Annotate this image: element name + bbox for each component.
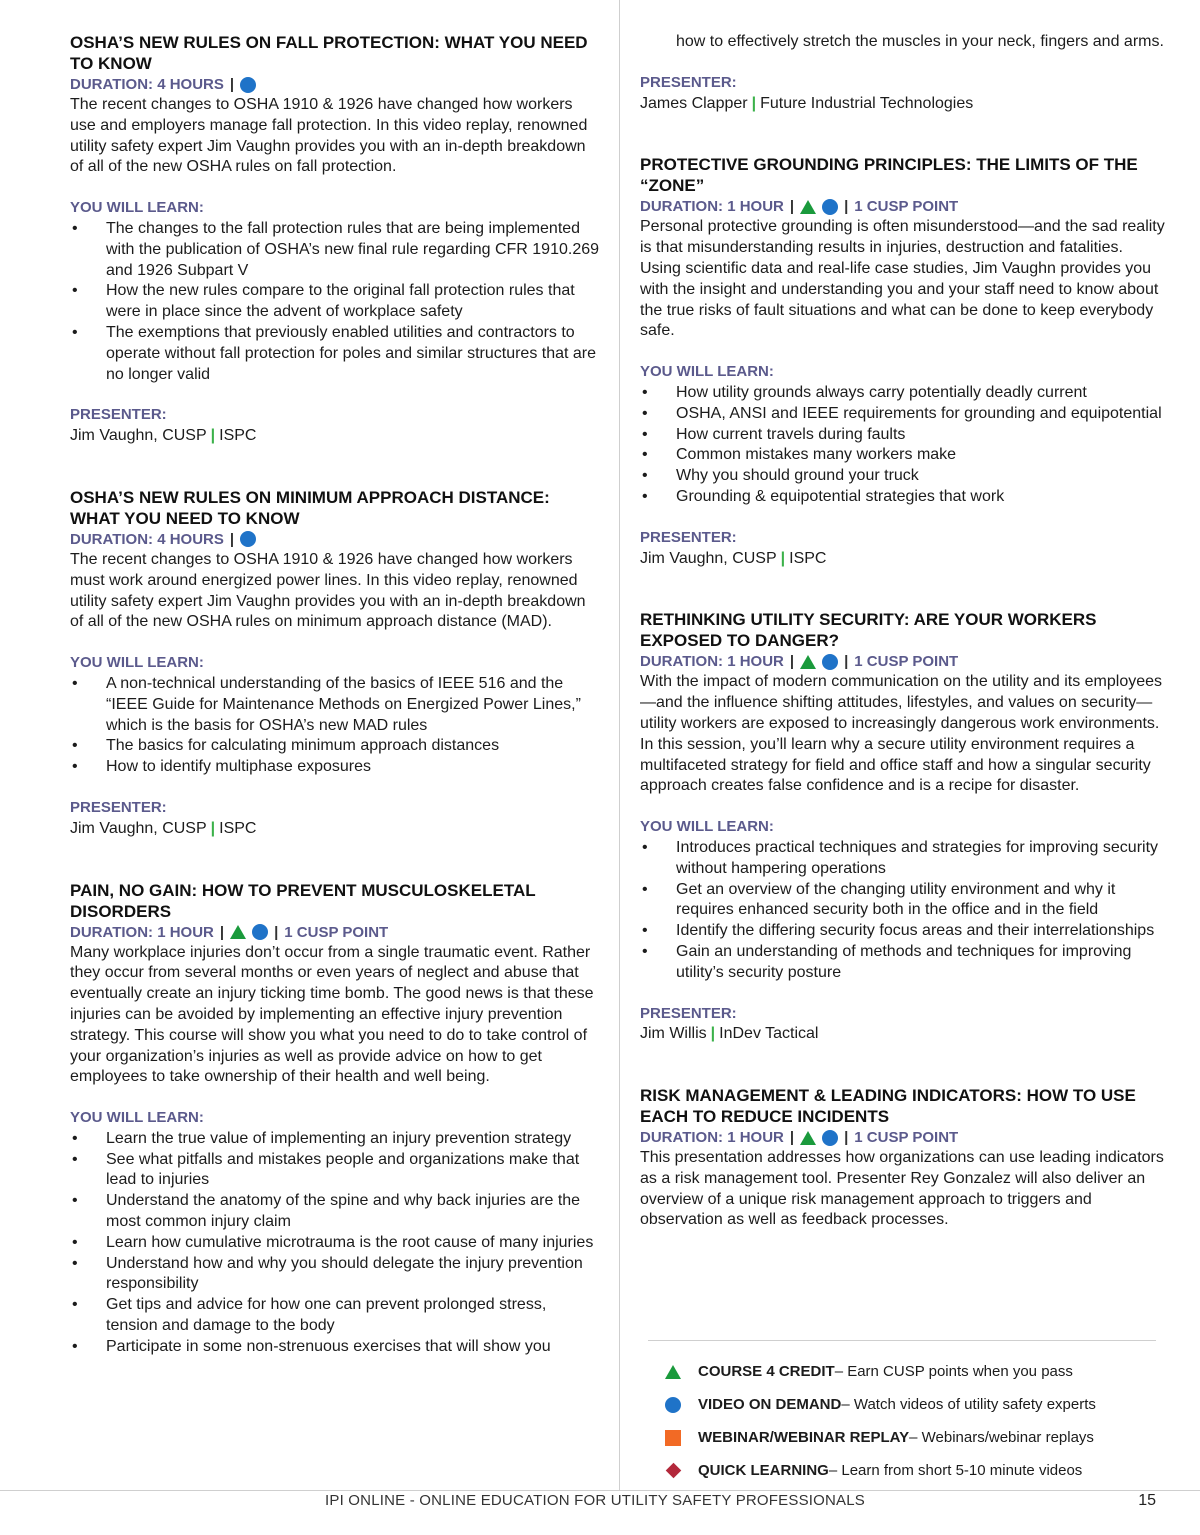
legend-text: – Earn CUSP points when you pass <box>834 1363 1073 1380</box>
list-item: • Gain an understanding of methods and techniques for improving utility’s security posture <box>640 942 1165 984</box>
course-meta <box>70 922 600 943</box>
course-description: With the impact of modern communication on the utility and its employees—and the influence shifting attitudes, lifestyles, and values on security—utility workers are exposed to increasingly dangerous work environments. In this session, you’ll learn why a secure utility environment requires a multifaceted strategy for field and office staff and how a singular security approach creates false confidence and is a recipe for disaster. <box>640 673 1163 795</box>
course-credit-icon <box>800 1131 816 1145</box>
presenter <box>70 426 600 447</box>
legend-row-course-credit <box>648 1355 1156 1388</box>
list-item: • Grounding & equipotential strategies that work <box>640 487 1165 508</box>
presenter <box>640 549 1165 570</box>
icon-legend <box>648 1340 1156 1487</box>
meta-separator: | <box>219 923 225 941</box>
list-item: • Understand how and why you should delegate the injury prevention responsibility <box>70 1254 600 1296</box>
presenter-heading: PRESENTER: <box>640 528 737 546</box>
green-triangle-icon <box>665 1365 681 1379</box>
duration: DURATION: 1 HOUR <box>640 1129 784 1147</box>
list-item: • Why you should ground your truck <box>640 466 1165 487</box>
course-protective-grounding <box>640 154 1165 569</box>
column-divider <box>619 0 620 1490</box>
presenter <box>640 1024 1165 1045</box>
presenter-org: InDev Tactical <box>719 1025 819 1043</box>
list-item: • The changes to the fall protection rules that are being implemented with the publication of OSHA’s new final rule regarding CFR 1910.269 and 1926 Subpart V <box>70 219 600 281</box>
right-column <box>640 32 1165 1231</box>
presenter-heading: PRESENTER: <box>70 798 167 816</box>
list-item: • Learn how cumulative microtrauma is the root cause of many injuries <box>70 1233 600 1254</box>
meta-separator: | <box>844 1129 849 1147</box>
course-meta <box>640 196 1165 217</box>
learn-list <box>70 219 600 385</box>
course-fall-protection <box>70 32 600 447</box>
list-item: • Identify the differing security focus areas and their interrelationships <box>640 921 1165 942</box>
you-will-learn-heading: YOU WILL LEARN: <box>70 199 204 217</box>
presenter <box>640 94 1165 115</box>
presenter-separator: | <box>210 819 216 837</box>
presenter-separator: | <box>210 427 216 445</box>
video-on-demand-icon <box>822 199 838 215</box>
meta-separator: | <box>789 653 795 671</box>
presenter-org: Future Industrial Technologies <box>760 94 974 112</box>
course-utility-security <box>640 609 1165 1045</box>
learn-list <box>70 674 600 778</box>
meta-separator: | <box>789 1129 795 1147</box>
learn-list <box>640 838 1165 984</box>
you-will-learn-heading: YOU WILL LEARN: <box>70 1109 204 1127</box>
footer-text: IPI ONLINE - ONLINE EDUCATION FOR UTILITY SAFETY PROFESSIONALS <box>325 1492 865 1509</box>
list-item: • Get tips and advice for how one can prevent prolonged stress, tension and damage to the body <box>70 1295 600 1337</box>
red-diamond-icon <box>665 1463 681 1479</box>
presenter-name: Jim Vaughn, CUSP <box>70 819 207 837</box>
duration: DURATION: 1 HOUR <box>640 653 784 671</box>
course-description: This presentation addresses how organizations can use leading indicators as a risk management tool. Presenter Rey Gonzalez will also deliver an overview of a unique risk management approach to triggers and observation as well as feedback processes. <box>640 1149 1164 1229</box>
blue-circle-icon <box>665 1397 681 1413</box>
course-credit-icon <box>800 200 816 214</box>
meta-separator: | <box>844 653 849 671</box>
presenter-separator: | <box>751 94 757 112</box>
course-meta <box>70 529 600 550</box>
course-title: RETHINKING UTILITY SECURITY: ARE YOUR WORKERS EXPOSED TO DANGER? <box>640 610 1097 651</box>
list-item: • Common mistakes many workers make <box>640 445 1165 466</box>
legend-row-webinar <box>648 1421 1156 1454</box>
list-item: • How current travels during faults <box>640 425 1165 446</box>
duration: DURATION: 4 HOURS <box>70 530 224 548</box>
presenter-org: ISPC <box>789 549 827 567</box>
presenter <box>70 819 600 840</box>
list-item: • A non-technical understanding of the basics of IEEE 516 and the “IEEE Guide for Maintenance Methods on Energized Power Lines,” which is the basis for OSHA’s new MAD rules <box>70 674 600 736</box>
you-will-learn-heading: YOU WILL LEARN: <box>70 654 204 672</box>
duration: DURATION: 1 HOUR <box>70 923 214 941</box>
presenter-name: Jim Willis <box>640 1025 707 1043</box>
page-number: 15 <box>1138 1492 1156 1509</box>
course-title: OSHA’S NEW RULES ON MINIMUM APPROACH DISTANCE: WHAT YOU NEED TO KNOW <box>70 487 550 528</box>
video-on-demand-icon <box>822 654 838 670</box>
left-column <box>70 32 600 1358</box>
list-item: • How to identify multiphase exposures <box>70 757 600 778</box>
course-meta <box>640 1127 1165 1148</box>
course-musculoskeletal <box>70 880 600 1358</box>
legend-key: VIDEO ON DEMAND <box>698 1396 842 1413</box>
learn-list <box>70 1129 600 1358</box>
course-musculoskeletal-continued <box>640 32 1165 114</box>
page-footer <box>0 1492 1200 1516</box>
meta-separator: | <box>789 198 795 216</box>
duration: DURATION: 4 HOURS <box>70 76 224 93</box>
orange-square-icon <box>665 1430 681 1446</box>
course-minimum-approach-distance <box>70 487 600 840</box>
legend-key: COURSE 4 CREDIT <box>698 1363 835 1380</box>
course-credit-icon <box>800 655 816 669</box>
video-on-demand-icon <box>240 77 256 93</box>
video-on-demand-icon <box>252 924 268 940</box>
list-item: • Participate in some non-strenuous exercises that will show you <box>70 1337 600 1358</box>
list-item: • Learn the true value of implementing an injury prevention strategy <box>70 1129 600 1150</box>
you-will-learn-heading: YOU WILL LEARN: <box>640 363 774 381</box>
course-description: The recent changes to OSHA 1910 & 1926 have changed how workers must work around energized power lines. In this video replay, renowned utility safety expert Jim Vaughn provides you with an in-depth breakdown of all of the new OSHA rules on minimum approach distance (MAD). <box>70 550 586 631</box>
list-item: • Understand the anatomy of the spine and why back injuries are the most common injury claim <box>70 1191 600 1233</box>
presenter-org: ISPC <box>219 427 257 445</box>
meta-separator: | <box>229 76 235 93</box>
course-risk-management <box>640 1085 1165 1231</box>
presenter-separator: | <box>780 549 786 567</box>
duration: DURATION: 1 HOUR <box>640 198 784 216</box>
presenter-org: ISPC <box>219 819 257 837</box>
course-title: PROTECTIVE GROUNDING PRINCIPLES: THE LIMITS OF THE “ZONE” <box>640 155 1138 196</box>
learn-list <box>640 383 1165 508</box>
course-title: RISK MANAGEMENT & LEADING INDICATORS: HOW TO USE EACH TO REDUCE INCIDENTS <box>640 1086 1136 1127</box>
you-will-learn-heading: YOU WILL LEARN: <box>640 818 774 836</box>
legend-key: WEBINAR/WEBINAR REPLAY <box>698 1429 910 1446</box>
list-item-continued: how to effectively stretch the muscles in your neck, fingers and arms. <box>676 33 1164 50</box>
video-on-demand-icon <box>240 531 256 547</box>
list-item: • See what pitfalls and mistakes people and organizations make that lead to injuries <box>70 1150 600 1192</box>
presenter-separator: | <box>710 1025 716 1043</box>
legend-text: – Learn from short 5-10 minute videos <box>828 1462 1083 1479</box>
cusp-points: 1 CUSP POINT <box>284 923 389 941</box>
list-item: • The basics for calculating minimum approach distances <box>70 736 600 757</box>
meta-separator: | <box>844 198 849 216</box>
meta-separator: | <box>229 530 235 548</box>
presenter-heading: PRESENTER: <box>640 73 737 91</box>
list-item: • How the new rules compare to the original fall protection rules that were in place since the advent of workplace safety <box>70 281 600 323</box>
presenter-name: Jim Vaughn, CUSP <box>640 549 777 567</box>
list-item: • Introduces practical techniques and strategies for improving security without hampering operations <box>640 838 1165 880</box>
legend-key: QUICK LEARNING <box>698 1462 829 1479</box>
footer-divider <box>0 1490 1200 1491</box>
course-description: Many workplace injuries don’t occur from a single traumatic event. Rather they occur from several months or even years of neglect and abuse that eventually create an injury ticking time bomb. The good news is that these injuries can be avoided by implementing an effective injury prevention strategy. This course will show you what you need to do to take control of your organization’s injuries as well as provide advice on how to get employees to take ownership of their health and well being. <box>70 943 594 1086</box>
legend-text: – Watch videos of utility safety experts <box>841 1396 1096 1413</box>
meta-separator: | <box>274 923 279 941</box>
cusp-points: 1 CUSP POINT <box>854 653 959 671</box>
course-title: PAIN, NO GAIN: HOW TO PREVENT MUSCULOSKELETAL DISORDERS <box>70 880 536 921</box>
presenter-name: James Clapper <box>640 94 748 112</box>
list-item: • Get an overview of the changing utility environment and why it requires enhanced security both in the office and in the field <box>640 880 1165 922</box>
list-item: • How utility grounds always carry potentially deadly current <box>640 383 1165 404</box>
presenter-name: Jim Vaughn, CUSP <box>70 427 207 445</box>
list-item: • OSHA, ANSI and IEEE requirements for grounding and equipotential <box>640 404 1165 425</box>
video-on-demand-icon <box>822 1130 838 1146</box>
course-title: OSHA’S NEW RULES ON FALL PROTECTION: WHAT YOU NEED TO KNOW <box>70 33 588 73</box>
course-credit-icon <box>230 925 246 939</box>
cusp-points: 1 CUSP POINT <box>854 1129 959 1147</box>
presenter-heading: PRESENTER: <box>640 1004 737 1022</box>
legend-text: – Webinars/webinar replays <box>909 1429 1094 1446</box>
course-description: Personal protective grounding is often misunderstood—and the sad reality is that misunderstanding results in injuries, destruction and fatalities. Using scientific data and real-life case studies, Jim Vaughn provides you with the insight and understanding you and your staff need to know about the true risks of fault situations and what can be done to keep everybody safe. <box>640 218 1165 340</box>
legend-row-video-on-demand <box>648 1388 1156 1421</box>
cusp-points: 1 CUSP POINT <box>854 198 959 216</box>
course-description: The recent changes to OSHA 1910 & 1926 have changed how workers use and employers manage fall protection. In this video replay, renowned utility safety expert Jim Vaughn provides you with an in-depth breakdown of all of the new OSHA rules on fall protection. <box>70 96 588 176</box>
course-meta <box>640 651 1165 672</box>
presenter-heading: PRESENTER: <box>70 406 167 424</box>
legend-row-quick-learning <box>648 1454 1156 1487</box>
course-meta <box>70 74 600 95</box>
list-item: • The exemptions that previously enabled utilities and contractors to operate without fall protection for poles and similar structures that are no longer valid <box>70 323 600 385</box>
